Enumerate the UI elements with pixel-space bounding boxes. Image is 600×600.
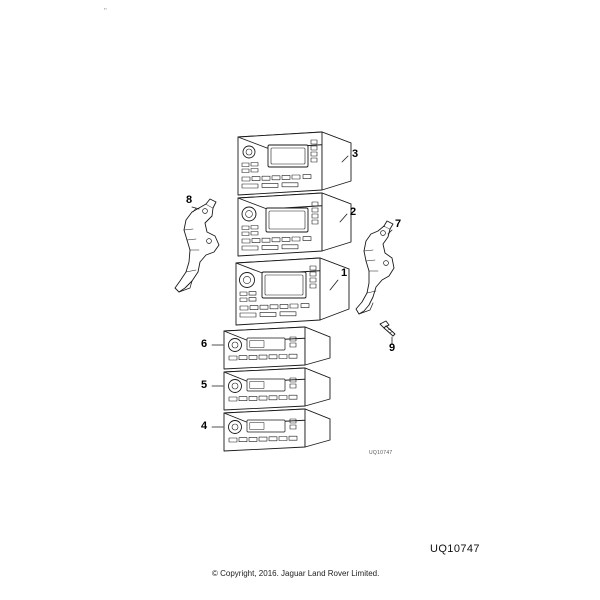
part-radio-cassette-lower [212,409,330,451]
callout-7[interactable]: 7 [395,218,402,230]
part-head-unit-large-middle [238,193,351,256]
callout-4[interactable]: 4 [201,420,208,432]
callout-5[interactable]: 5 [201,379,208,391]
part-screw [380,321,395,344]
part-bracket-left [175,199,219,292]
callout-9[interactable]: 9 [389,342,396,354]
part-radio-cassette-upper [212,327,330,369]
part-head-unit-large-upper [238,132,351,195]
callout-6[interactable]: 6 [201,338,208,350]
part-head-unit-large-lower [236,258,349,325]
callout-1[interactable]: 1 [341,267,348,279]
callout-2[interactable]: 2 [350,206,357,218]
part-bracket-right [356,221,394,314]
corner-mark: '' [104,8,107,15]
part-radio-cassette-middle [212,368,330,410]
callout-8[interactable]: 8 [186,194,193,206]
part-code-small: UQ10747 [369,450,393,456]
callout-3[interactable]: 3 [352,148,359,160]
part-code-large: UQ10747 [430,543,480,555]
copyright-notice: © Copyright, 2016. Jaguar Land Rover Limited. [212,569,380,578]
